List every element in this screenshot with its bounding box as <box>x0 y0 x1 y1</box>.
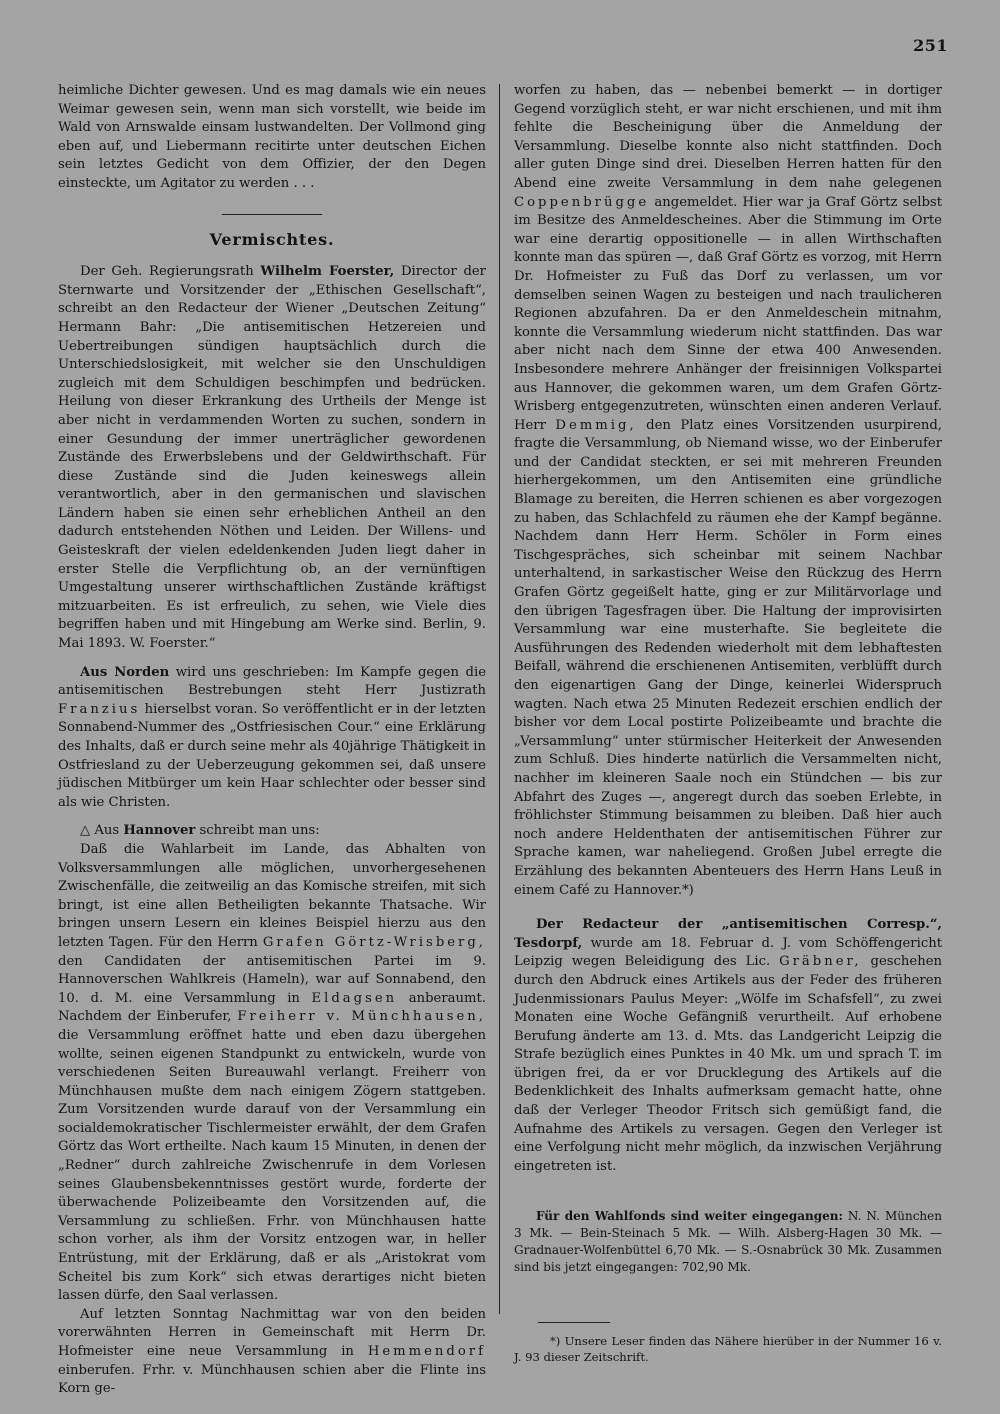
continuation-text: den Platz eines Vorsitzenden usurpirend, fragte die Versammlung, ob Niemand wisse, wo der Einberufer und der Candidat steckten, er sei mit mehreren Freunden hierhergekommen, um den Antisemiten eine gründliche Blamage zu bereiten, die Herren schienen es aber vorgezogen zu haben, das Schlachfeld zu räumen ehe der Kampf begänne. Nachdem dann Herr Herm. Schöler in Form eines Tischgespräches, sich scheinbar mit seinem Nachbar unterhaltend, in sarkastischer Weise den Rückzug des Herrn Grafen Görtz gegeißelt hatte, ging er zur Militärvorlage und den übrigen Tagesfragen über. Die Haltung der improvisirten Versammlung war eine musterhafte. Sie begleitete die Ausführungen des Redenden wiederholt mit dem lebhaftesten Beifall, während die erschienenen Antisemiten, verblüfft durch den eigenartigen Gang der Dinge, keinerlei Widerspruch wagten. Nach etwa 25 Minuten Redezeit erschien endlich der bisher vor dem Local postirte Polizeibeamte und brachte die „Versammlung“ unter stürmischer Heiterkeit der Anwesenden zum Schluß. Dies hinderte natürlich die Versammelten nicht, nachher im kleineren Saale noch ein Stündchen — bis zur Abfahrt des Zuges —, angeregt durch das soeben Erlebte, in fröhlichster Stimmung beisammen zu bleiben. Daß hier auch noch andere Heldenthaten der antisemitischen Führer zur Sprache kamen, war naheliegend. Großen Jubel erregte die Erzählung des bekannten Abenteuers des Herrn Hans Leuß in einem Café zu Hannover.*) <box>514 417 942 898</box>
continuation-paragraph <box>514 82 942 900</box>
redacteur-heading: Der Redacteur der „antisemitischen Corresp.“, Tesdorpf, <box>514 917 942 951</box>
hannover-text: Auf letzten Sonntag Nachmittag war von den beiden vorerwähnten Herren in Gemeinschaft mit Herrn Dr. Hofmeister eine neue Versammlung in <box>58 1306 486 1359</box>
section-rule <box>222 214 322 215</box>
norden-paragraph <box>58 664 486 813</box>
freiherr-name: Freiherr v. Münchhausen, <box>237 1009 486 1025</box>
right-column <box>514 82 942 1365</box>
hannover-intro <box>58 822 486 841</box>
continuation-text: worfen zu haben, das — nebenbei bemerkt — in dortiger Gegend vorzüglich steht, er war nicht erschienen, und mit ihm fehlte die Bescheinigung über die Anmeldung der Versammlung. Dieselbe konnte also nicht stattfinden. Doch aller guten Dinge sind drei. Dieselben Herren hatten für den Abend eine zweite Versammlung in dem nahe gelegenen <box>514 83 942 191</box>
left-column <box>58 82 486 1399</box>
hannover-text: einberufen. Frhr. v. Münchhausen schien aber die Flinte ins Korn ge- <box>58 1362 486 1397</box>
redacteur-text: wurde am 18. Februar d. J. vom Schöffengericht Leipzig wegen Beleidigung des Lic. <box>514 935 942 970</box>
wahlfonds-body: N. N. München 3 Mk. — Bein-Steinach 5 Mk. — Wilh. Alsberg-Hagen 30 Mk. — Gradnauer-Wolfenbüttel 6,70 Mk. — S.-Osnabrück 30 Mk. Zusammen sind bis jetzt eingegangen: 702,90 Mk. <box>514 1209 942 1275</box>
triangle-icon: △ <box>80 823 91 839</box>
redacteur-paragraph <box>514 916 942 1176</box>
page-number: 251 <box>913 36 948 55</box>
norden-pre: wird uns geschrieben: Im Kampfe gegen die antisemitischen Bestrebungen steht Herr Justizrath <box>58 664 486 699</box>
norden-post: hierselbst voran. So veröffentlicht er in der letzten Sonnabend-Nummer des „Ostfriesischen Cour.“ eine Erklärung des Inhalts, daß er durch seine mehr als 40jährige Thätigkeit in Ostfriesland zu der Ueberzeugung gekommen sei, daß unsere jüdischen Mitbürger um kein Haar schlechter oder besser sind als wie Christen. <box>58 701 486 810</box>
norden-heading: Aus Norden <box>80 664 170 680</box>
hannover-text: den Candidaten der antisemitischen Partei im 9. Hannoverschen Wahlkreis (Hameln), war auf Sonnabend, den 10. d. M. eine Versammlung in <box>58 953 486 1006</box>
eldagsen-place: Eldagsen <box>311 990 398 1006</box>
section-heading: Vermischtes. <box>209 229 335 249</box>
continuation-text: angemeldet. Hier war ja Graf Görtz selbst im Besitze des Anmeldescheines. Aber die Stimmung im Orte war eine derartig oppositionelle — in allen Wirthschaften konnte man das spüren —, daß Graf Görtz es vorzog, mit Herrn Dr. Hofmeister zu Fuß das Dorf zu verlassen, um vor demselben seinen Wagen zu besteigen und nach traulicheren Regionen abzufahren. Da er den Anmeldeschein mitnahm, konnte die Versammlung wiederum nicht stattfinden. Das war aber nicht nach dem Sinne der etwa 400 Anwesenden. Insbesondere mehrere Anhänger der freisinnigen Volkspartei aus Hannover, die gekommen waren, um dem Grafen Görtz-Wrisberg entgegenzutreten, wünschten einen anderen Verlauf. Herr <box>514 194 942 433</box>
foerster-paragraph <box>58 263 486 653</box>
foerster-body: Director der Sternwarte und Vorsitzender der „Ethischen Gesellschaft“, schreibt an den Redacteur der Wiener „Deutschen Zeitung“ Hermann Bahr: „Die antisemitischen Hetzereien und Uebertreibungen sündigen hauptsächlich durch die Unterschiedslosigkeit, mit welcher sie den Unschuldigen zugleich mit dem Schuldigen beschimpfen und bedrücken. Heilung von dieser Erkrankung des Urtheils der Menge ist aber nicht in verdammenden Worten zu suchen, sondern in einer Gesundung der immer unerträglicher gewordenen Zustände des Erwerbslebens und der Geldwirthschaft. Für diese Zustände sind die Juden keineswegs allein verantwortlich, aber in den germanischen und slavischen Ländern haben sie einen sehr erheblichen Antheil an den dadurch entstehenden Nöthen und Leiden. Der Willens- und Geisteskraft der vielen edeldenkenden Juden liegt daher in erster Stelle die Verpflichtung ob, an der vernünftigen Umgestaltung unserer wirthschaftlichen Zustände kräftigst mitzuarbeiten. Es ist erfreulich, zu sehen, wie Viele dies begriffen haben und mit Hingebung am Werke sind. Berlin, 9. Mai 1893. W. Foerster.“ <box>58 264 486 652</box>
hannover-city: Hannover <box>123 823 196 839</box>
hannover-text: die Versammlung eröffnet hatte und eben dazu übergehen wollte, seinen eigenen Standpunkt zu entwickeln, wurde von verschiedenen Seiten Bureauwahl verlangt. Freiherr von Münchhausen mußte dem nach einigem Zögern stattgeben. Zum Vorsitzenden wurde darauf von der Versammlung ein socialdemokratischer Tischlermeister erwählt, der dem Grafen Görtz das Wort ertheilte. Nach kaum 15 Minuten, in denen der „Redner“ durch zahlreiche Zwischenrufe in dem Vorlesen seines Glaubensbekenntnisses gestört wurde, forderte der überwachende Polizeibeamte den Vorsitzenden auf, die Versammlung zu schließen. Frhr. von Münchhausen hatte schon vorher, als ihm der Vorsitz entzogen war, in heller Entrüstung, mit der Erklärung, daß er als „Aristokrat vom Scheitel bis zum Kork“ sich etwas derartiges nicht bieten lassen dürfe, den Saal verlassen. <box>58 1027 486 1304</box>
hannover-text: anberaumt. Nachdem der Einberufer, <box>58 990 486 1025</box>
foerster-lead: Der Geh. Regierungsrath <box>80 264 261 280</box>
hannover-pre: Aus <box>90 823 124 839</box>
column-divider <box>499 84 500 1314</box>
wahlfonds-paragraph <box>514 1208 942 1276</box>
hannover-post: schreibt man uns: <box>195 823 320 839</box>
wahlfonds-heading: Für den Wahlfonds sind weiter eingegangen: <box>536 1209 843 1224</box>
hannover-paragraph-1 <box>58 841 486 1306</box>
franzius-name: Franzius <box>58 701 141 717</box>
demmig-name: Demmig, <box>555 417 637 433</box>
footnote: *) Unsere Leser finden das Nähere hierüber in der Nummer 16 v. J. 93 dieser Zeitschrift. <box>514 1334 942 1365</box>
hemmendorf-place: Hemmendorf <box>367 1344 486 1359</box>
intro-paragraph: heimliche Dichter gewesen. Und es mag damals wie ein neues Weimar gewesen sein, wenn man sich vorstellt, wie beide im Wald von Arnswalde einsam lustwandelten. Der Vollmond ging eben auf, und Liebermann recitirte unter deutschen Eichen sein letztes Gedicht von dem Offizier, der den Degen einsteckte, um Agitator zu werden . . . <box>58 83 486 191</box>
hannover-paragraph-2 <box>58 1306 486 1399</box>
footnote-rule <box>538 1322 610 1323</box>
coppenbruegge-place: Coppenbrügge <box>514 194 650 210</box>
redacteur-text: geschehen durch den Abdruck eines Artikels aus der Feder des früheren Judenmissionars Paulus Meyer: „Wölfe im Schafsfell“, zu zwei Monaten eine Woche Gefängniß verurtheilt. Auf erhobene Berufung änderte am 13. d. Mts. das Landgericht Leipzig die Strafe bezüglich eines Punktes in 40 Mk. um und sprach T. im übrigen frei, da er vor Drucklegung des Artikels auf die Bedenklichkeit des Inhalts aufmerksam gemacht hatte, ohne daß der Verleger Theodor Fritsch sich gemüßigt fand, die Aufnahme des Artikels zu versagen. Gegen den Verleger ist eine Verfolgung nicht mehr möglich, da inzwischen Verjährung eingetreten ist. <box>514 954 943 1174</box>
hannover-text: Daß die Wahlarbeit im Lande, das Abhalten von Volksversammlungen alle möglichen, unvorhergesehenen Zwischenfälle, die zeitweilig an das Komische streifen, mit sich bringt, ist eine allen Betheiligten bekannte Thatsache. Wir bringen unsern Lesern ein kleines Beispiel hierzu aus den letzten Tagen. Für den Herrn <box>58 841 486 950</box>
foerster-name: Wilhelm Foerster, <box>260 264 395 280</box>
graf-goertz-name: Grafen Görtz-Wrisberg, <box>262 934 486 950</box>
wahlfonds-notice <box>514 1208 942 1276</box>
graebner-name: Gräbner, <box>779 954 862 970</box>
